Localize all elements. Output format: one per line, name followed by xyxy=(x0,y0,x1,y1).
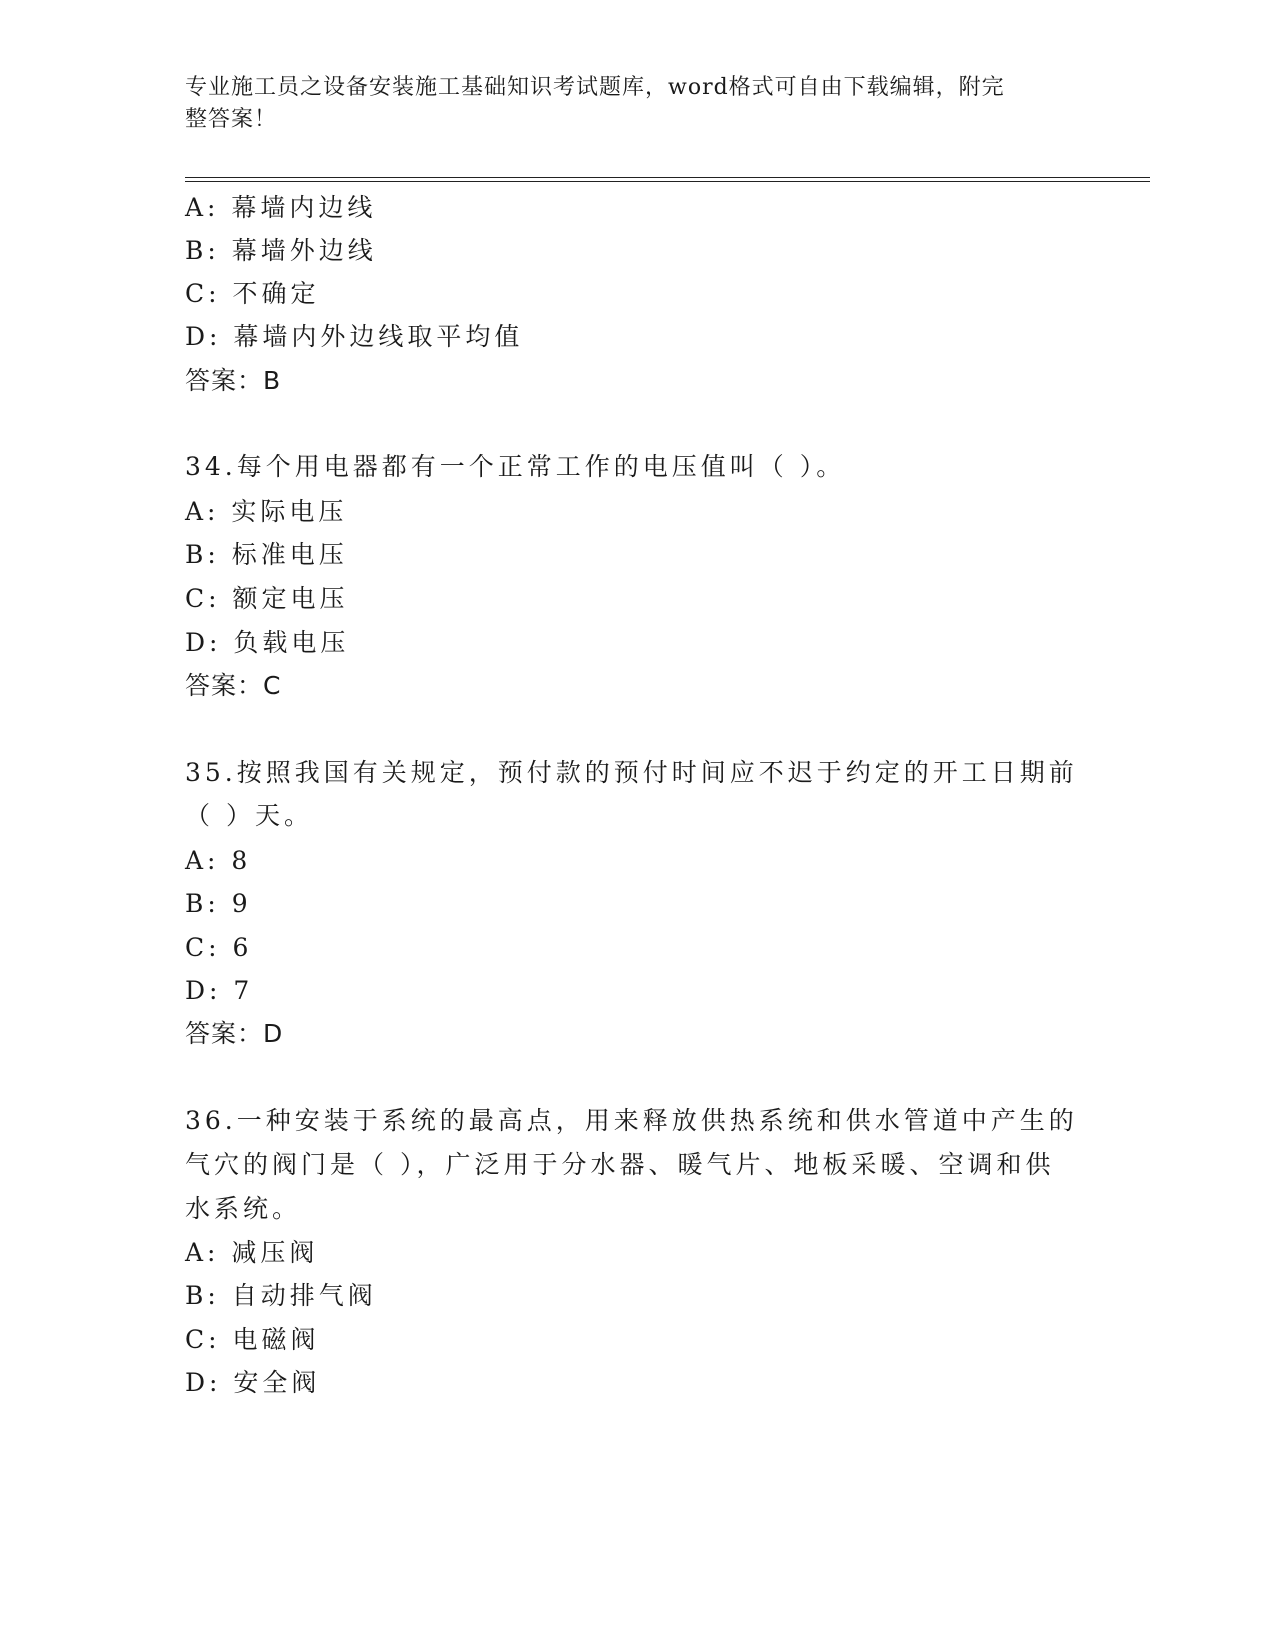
q34-option-d: D: 负载电压 xyxy=(185,628,350,657)
q34-answer: 答案：C xyxy=(185,671,282,700)
header-line-1: 专业施工员之设备安装施工基础知识考试题库，word格式可自由下载编辑，附完 xyxy=(185,75,1005,100)
q34-option-b: B: 标准电压 xyxy=(185,540,348,569)
document-header xyxy=(185,72,1065,136)
q33-option-d: D: 幕墙内外边线取平均值 xyxy=(185,322,524,351)
q33-option-c: C: 不确定 xyxy=(185,279,320,308)
header-divider-bottom xyxy=(185,181,1150,182)
q36-stem-line-1: 36.一种安装于系统的最高点，用来释放供热系统和供水管道中产生的 xyxy=(185,1106,1078,1135)
q33-option-a: A: 幕墙内边线 xyxy=(185,193,377,222)
q36-stem-line-3: 水系统。 xyxy=(185,1194,302,1223)
q35-option-d: D: 7 xyxy=(185,976,254,1005)
q34-stem: 34.每个用电器都有一个正常工作的电压值叫（ ）。 xyxy=(185,452,846,481)
q33-option-b: B: 幕墙外边线 xyxy=(185,236,377,265)
q36-option-a: A: 减压阀 xyxy=(185,1238,319,1267)
q36-option-c: C: 电磁阀 xyxy=(185,1325,320,1354)
q35-stem-line-2: （ ）天。 xyxy=(185,801,313,830)
header-divider-top xyxy=(185,177,1150,178)
q36-option-b: B: 自动排气阀 xyxy=(185,1281,377,1310)
q35-stem-line-1: 35.按照我国有关规定，预付款的预付时间应不迟于约定的开工日期前 xyxy=(185,758,1078,787)
q34-option-a: A: 实际电压 xyxy=(185,497,348,526)
q34-option-c: C: 额定电压 xyxy=(185,584,349,613)
q35-answer: 答案：D xyxy=(185,1019,284,1048)
q36-option-d: D: 安全阀 xyxy=(185,1368,321,1397)
header-line-2: 整答案！ xyxy=(185,107,278,132)
q36-stem-line-2: 气穴的阀门是（ ），广泛用于分水器、暖气片、地板采暖、空调和供 xyxy=(185,1150,1055,1179)
q35-option-b: B: 9 xyxy=(185,889,252,918)
q35-option-a: A: 8 xyxy=(185,846,252,875)
q35-option-c: C: 6 xyxy=(185,933,253,962)
q33-answer: 答案：B xyxy=(185,366,282,395)
